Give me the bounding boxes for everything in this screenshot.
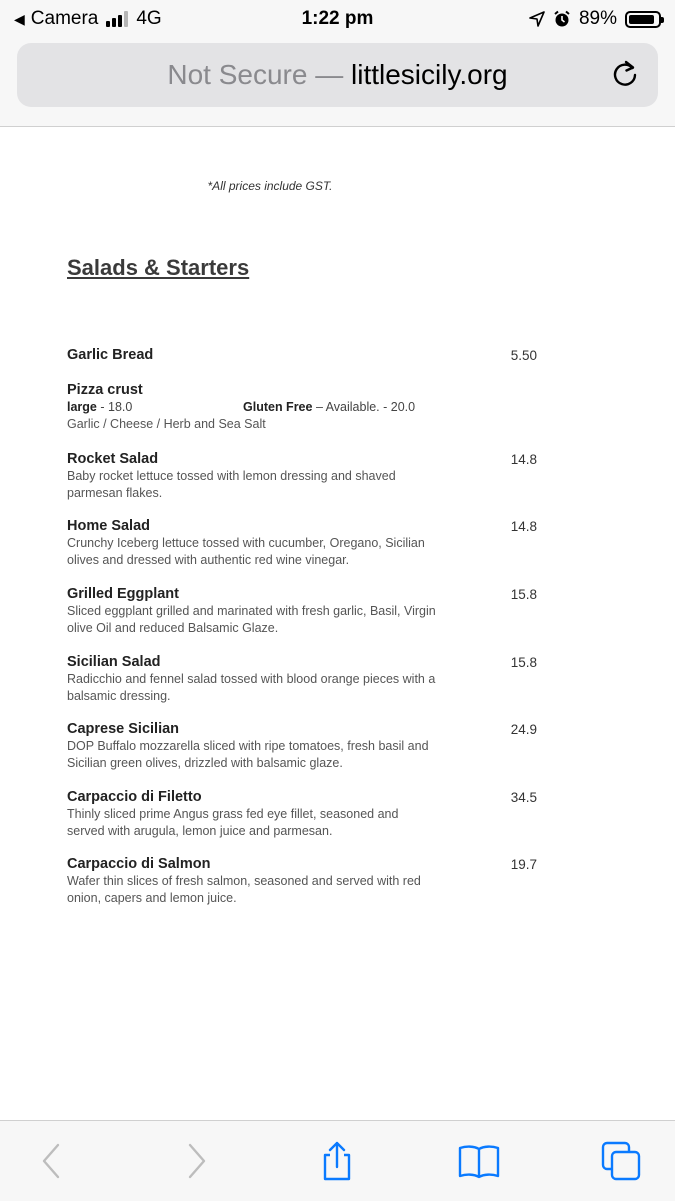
status-time: 1:22 pm — [301, 8, 374, 29]
menu-item — [67, 450, 537, 502]
crust-large — [67, 400, 132, 414]
gf-text: – Available. - 20.0 — [312, 400, 416, 414]
item-description: Thinly sliced prime Angus grass fed eye fillet, seasoned and served with arugula, lemon juice and parmesan. — [67, 807, 399, 838]
item-description: Garlic / Cheese / Herb and Sea Salt — [67, 417, 266, 431]
web-page — [0, 127, 675, 1120]
item-name: Sicilian Salad — [67, 654, 161, 670]
menu-item — [67, 346, 537, 364]
large-price: - 18.0 — [96, 400, 133, 414]
reload-icon — [608, 57, 642, 91]
forward-button[interactable] — [174, 1139, 218, 1183]
item-description: Baby rocket lettuce tossed with lemon dressing and shaved parmesan flakes. — [67, 469, 396, 500]
address-text[interactable] — [17, 59, 658, 91]
item-price: 15.8 — [510, 655, 537, 670]
back-icon — [30, 1139, 74, 1183]
back-triangle-icon: ◀ — [14, 10, 25, 27]
reload-button[interactable] — [608, 57, 642, 91]
browser-top-chrome — [0, 38, 675, 127]
menu-item — [67, 788, 537, 840]
security-label: Not Secure — — [167, 59, 351, 90]
item-description: DOP Buffalo mozzarella sliced with ripe tomatoes, fresh basil and Sicilian green olives, drizzled with balsamic glaze. — [67, 739, 429, 770]
item-description: Radicchio and fennel salad tossed with blood orange pieces with a balsamic dressing. — [67, 672, 436, 703]
crust-gluten-free — [243, 399, 415, 416]
address-bar[interactable] — [17, 43, 658, 107]
menu-item — [67, 585, 537, 637]
section-title: Salads & Starters — [67, 255, 250, 280]
tabs-icon — [599, 1139, 643, 1183]
battery-icon — [625, 11, 661, 28]
item-price: 14.8 — [510, 452, 537, 467]
menu-item — [67, 517, 537, 569]
menu-item — [67, 855, 537, 907]
menu-item — [67, 720, 537, 772]
large-label: large — [67, 400, 97, 414]
item-description: Wafer thin slices of fresh salmon, seasoned and served with red onion, capers and lemon juice. — [67, 874, 421, 905]
item-name: Carpaccio di Salmon — [67, 856, 211, 872]
crust-options — [67, 399, 537, 416]
battery-percent: 89% — [578, 8, 617, 29]
bookmarks-icon — [457, 1139, 501, 1183]
gst-note: *All prices include GST. — [207, 179, 333, 193]
item-name: Home Salad — [67, 518, 150, 534]
status-right — [529, 8, 661, 30]
gf-label: Gluten Free — [243, 400, 313, 414]
alarm-icon — [553, 10, 571, 28]
item-price: 14.8 — [510, 519, 537, 534]
menu-item — [67, 653, 537, 705]
browser-toolbar — [0, 1120, 675, 1201]
item-price: 34.5 — [510, 790, 537, 805]
item-name: Pizza crust — [67, 382, 143, 398]
location-icon — [529, 11, 545, 27]
item-name: Garlic Bread — [67, 347, 154, 363]
item-price: 5.50 — [510, 348, 537, 363]
back-button[interactable] — [30, 1139, 74, 1183]
item-price: 24.9 — [510, 722, 537, 737]
domain-label: littlesicily.org — [351, 59, 508, 90]
back-app-label: Camera — [30, 8, 99, 29]
menu-item-pizza-crust — [67, 381, 537, 433]
item-price: 15.8 — [510, 587, 537, 602]
share-icon — [315, 1139, 359, 1183]
item-name: Carpaccio di Filetto — [67, 789, 202, 805]
item-description: Crunchy Iceberg lettuce tossed with cucumber, Oregano, Sicilian olives and dressed with authentic red wine vinegar. — [67, 536, 425, 567]
status-bar — [0, 0, 675, 38]
item-name: Rocket Salad — [67, 451, 159, 467]
tabs-button[interactable] — [599, 1139, 643, 1183]
battery-fill — [629, 15, 654, 24]
item-name: Caprese Sicilian — [67, 721, 180, 737]
bookmarks-button[interactable] — [457, 1139, 501, 1183]
item-name: Grilled Eggplant — [67, 586, 179, 602]
share-button[interactable] — [315, 1139, 359, 1183]
network-label: 4G — [136, 8, 162, 29]
item-price: 19.7 — [510, 857, 537, 872]
item-description: Sliced eggplant grilled and marinated with fresh garlic, Basil, Virgin olive Oil and reduced Balsamic Glaze. — [67, 604, 436, 635]
forward-icon — [174, 1139, 218, 1183]
